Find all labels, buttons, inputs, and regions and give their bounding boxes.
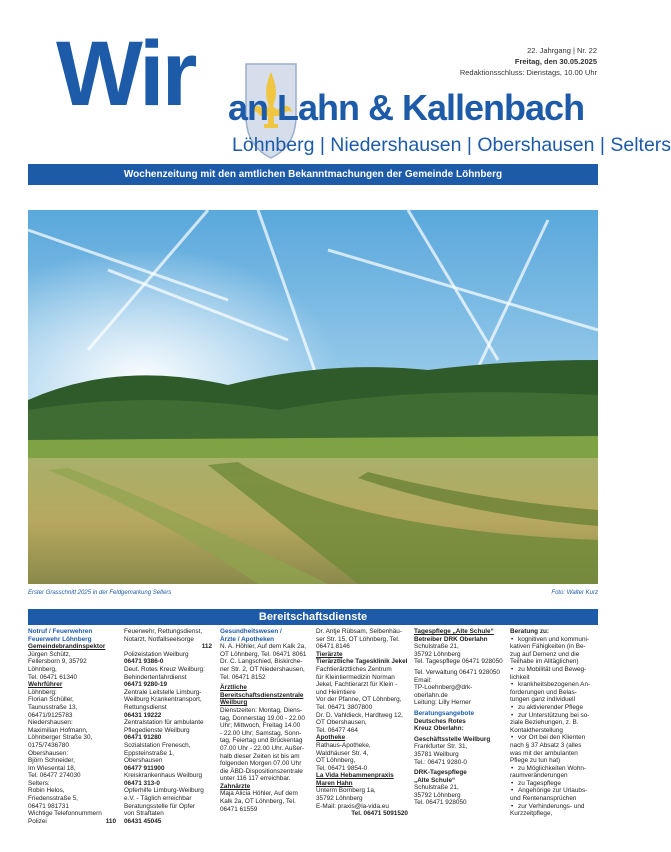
text-line: Feuerwehr, Rettungsdienst, (124, 628, 203, 635)
text-line: folgenden Morgen 07.00 Uhr (220, 760, 302, 768)
text-right: 110 (105, 817, 116, 825)
text-line: Notarzt, Notfallseelsorge (124, 635, 194, 643)
text-line: tungen ganz individuell (510, 696, 576, 704)
column-6 (510, 628, 598, 818)
text-line: Zentrale Leitstelle Limburg- (124, 688, 202, 696)
text-line: Ärzte / Apotheken (220, 635, 275, 643)
text-line: Tel. 06471 61340 (28, 673, 78, 681)
text-line: Eppsteinstraße 1, Obershausen (124, 749, 175, 765)
text-line: DRK-Tagespflege (414, 769, 467, 777)
text-line: Jekel, Fachtierarzt für Klein - (316, 681, 398, 689)
text-line: Tel. Verwaltung 06471 928050 (414, 668, 500, 676)
text-line: Dienstzeiten: Montag, Diens- (220, 706, 303, 714)
text-line: von Straftaten (124, 810, 164, 818)
text-line: Dr. C. Langschied, Biskirche- (220, 658, 303, 666)
text-line: • vor Ort bei den Klienten (510, 734, 598, 742)
text-line: Kurzzeitpflege, (510, 810, 553, 818)
text-line: Obershausen: (28, 749, 69, 757)
text-line: 06471 61559 (220, 805, 258, 813)
text-left: Polizei (28, 817, 47, 825)
text-right: 112 (201, 643, 212, 651)
column-5 (414, 628, 506, 807)
text-line: Polizeistation Weilburg (124, 650, 189, 658)
column-4 (316, 628, 408, 818)
text-line: • zu Tagespflege (510, 780, 598, 788)
text-line: 06471 9280-19 (124, 681, 167, 689)
text-line: Friedensstraße 5, (28, 795, 79, 803)
photo-credit: Foto: Walter Kurz (551, 590, 598, 596)
text-line: Tel. 06477 464 (316, 726, 358, 734)
text-line: halb dieser Zeiten ist bis am (220, 752, 300, 760)
text-line: Tel. 06477 274030 (28, 772, 81, 780)
text-line: • zur Verhinderungs- und (510, 803, 598, 811)
text-line: Niedershausen: (28, 719, 73, 727)
text-line: was mit der ambulanten (510, 749, 578, 757)
text-line: Dr. Antje Rübsam, Selbenhäu- (316, 628, 402, 635)
text-line: • zu Mobilität und Beweg- (510, 666, 598, 674)
text-line: 06477 911900 (124, 764, 165, 772)
text-line: Robin Helos, (28, 787, 65, 795)
text-line: Tel.: 06471 9280-0 (414, 758, 467, 766)
text-line: Pflegedienste Weilburg (124, 726, 190, 734)
text-line: Kreiskrankenhaus Weilburg (124, 772, 203, 780)
text-line: Ärztliche (220, 684, 247, 692)
text-line: Gemeindebrandinspektor (28, 643, 106, 651)
text-line: Zahnärzte (220, 782, 251, 790)
column-2 (124, 628, 212, 825)
text-line: 06431 45045 (124, 817, 162, 825)
text-line: Kreuz Oberlahn: (414, 725, 464, 733)
text-line: Apotheke (316, 734, 346, 742)
text-line: Weilburg (220, 699, 248, 707)
text-line: TP-Loehnberg@drk-oberlahn.de (414, 684, 473, 699)
text-line: Bereitschaftsdienstzentrale (220, 691, 304, 699)
text-line: Notruf / Feuerwehren (28, 628, 93, 635)
text-line: Tierärzte (316, 650, 343, 658)
text-line: Zentralstation für ambulante (124, 719, 204, 727)
text-line: Waldhäuser Str. 4, (316, 749, 369, 757)
issue-volume: 22. Jahrgang | Nr. 22 (527, 46, 597, 55)
text-line: Beratungsangebote (414, 709, 475, 717)
text-line: Beratung zu: (510, 628, 550, 635)
masthead-band: Wochenzeitung mit den amtlichen Bekanntmachungen der Gemeinde Löhnberg (28, 164, 598, 185)
text-line: Löhnberger Straße 30, (28, 734, 93, 742)
text-line: • krankheitsbezogenen An- (510, 681, 598, 689)
text-line: Betreiber DRK Oberlahn (414, 635, 488, 643)
text-line: 06471 91280 (124, 734, 162, 742)
text-line: Feuerwehr Löhnberg (28, 635, 92, 643)
text-line: raumveränderungen (510, 772, 568, 780)
section-title: Bereitschaftsdienste (28, 609, 598, 625)
text-line: Björn Schneider, (28, 757, 75, 765)
text-line: Vor der Pfanne, OT Löhnberg, (316, 696, 402, 704)
text-line: und Rentenansprüchen (510, 795, 577, 803)
text-line: ziale Beziehungen, z. B. (510, 719, 579, 727)
text-line: Rathaus-Apotheke, (316, 741, 371, 749)
text-line: Maximilian Hofmann, (28, 726, 88, 734)
text-line: Beratungsstelle für Opfer (124, 802, 196, 810)
text-line: für Kleintiermedizin Norman (316, 673, 395, 681)
text-line: Im Wiesental 18, (28, 764, 76, 772)
masthead (0, 0, 671, 168)
issue-meta (460, 45, 597, 78)
issue-deadline: Redaktionsschluss: Dienstags, 10.00 Uhr (459, 68, 597, 77)
text-line: Florian Schüller, (28, 696, 74, 704)
text-line: 35792 Löhnberg (316, 795, 363, 803)
text-line: Geschäftsstelle Weilburg (414, 735, 491, 743)
text-line: Gesundheitswesen / (220, 628, 282, 635)
text-line: Frankfurter Str. 31, (414, 743, 468, 751)
text-line: Selters: (28, 779, 50, 787)
duty-services (28, 628, 598, 852)
column-1 (28, 628, 116, 825)
issue-date: Freitag, den 30.05.2025 (514, 57, 597, 66)
photo-caption-text: Erster Grasschnitt 2025 in der Feldgemarkung Selters (28, 590, 172, 596)
text-line: Weilburg Krankentransport, (124, 696, 202, 704)
text-line: Sozialstation Frenesch, (124, 741, 191, 749)
text-line: 06471 8146 (316, 643, 350, 651)
text-line: Unterm Bornberg 1a, (316, 787, 376, 795)
text-line: 06471 313-0 (124, 779, 160, 787)
text-line: Behindertenfahrdienst (124, 673, 187, 681)
text-line: 35792 Löhnberg (414, 650, 461, 658)
text-line: 06471 9386-0 (124, 658, 164, 666)
text-line: tag, Donnerstag 19.00 - 22.00 (220, 714, 305, 722)
text-line: Tel. 06471 9854-0 (316, 764, 368, 772)
text-line: Tel. Tagespflege 06471 928050 (414, 658, 503, 666)
masthead-towns: Löhnberg | Niedershausen | Obershausen | Selters (232, 134, 671, 156)
text-line: Wichtige Telefonnummern (28, 810, 102, 818)
text-line: Taunusstraße 13, (28, 703, 78, 711)
text-line: Maren Hahn (316, 779, 353, 787)
text-line: Kalk 2a, OT Löhnberg, Tel. (220, 798, 296, 806)
text-line: unter 116 117 erreichbar. (220, 775, 291, 783)
text-line: Tel. 06471 928050 (414, 799, 467, 807)
text-line (28, 818, 116, 826)
text-line: Tagespflege „Alte Schule“ (414, 628, 494, 635)
text-line: Löhnberg: (28, 688, 57, 696)
text-line: Email: (414, 676, 432, 684)
text-line: Leitung: Lilly Herner (414, 699, 471, 707)
text-line: • zur Unterstützung bei so- (510, 712, 598, 720)
text-line: E-Mail: praxis@la-vida.eu (316, 802, 389, 810)
text-line: • zu Möglichkeiten Wohn- (510, 765, 598, 773)
text-line: forderungen und Belas- (510, 688, 577, 696)
text-line: • Angehörige zur Urlaubs- (510, 787, 598, 795)
text-line: Kontaktherstellung (510, 726, 563, 734)
text-line: Tel. 06471 8152 (220, 673, 266, 681)
text-line: Fachtierärztliches Zentrum (316, 665, 392, 673)
photo-caption (28, 590, 598, 596)
text-line: ner Str. 2, OT Niedershausen, (220, 665, 305, 673)
text-line: Rettungsdienst (124, 703, 167, 711)
text-line: Deutsches Rotes (414, 717, 466, 725)
text-line: ser Str. 15, OT Löhnberg, Tel. (316, 635, 400, 643)
text-line: 07.00 Uhr - 22.00 Uhr. Außer- (220, 744, 305, 752)
text-line: kativen Fähigkeiten (in Be- (510, 643, 586, 651)
text-line: und Heimtiere (316, 688, 356, 696)
text-line: lichkeit (510, 673, 530, 681)
text-line: 06471/9125783 (28, 711, 73, 719)
masthead-wir: Wir (56, 23, 195, 125)
column-3 (220, 628, 308, 813)
text-line: Fellersborn 9, 35792 Löhnberg, (28, 658, 87, 673)
text-line: Pflege zu tun hat) (510, 757, 561, 765)
text-line: Tierärztliche Tagesklinik Jekel (316, 658, 408, 666)
text-line: OT Obershausen, (316, 719, 367, 727)
text-line: e.V. - Täglich erreichbar (124, 795, 192, 803)
text-line: • zu aktivierender Pflege (510, 704, 598, 712)
text-line: La Vida Hebammenpraxis (316, 772, 394, 780)
text-line: Schulstraße 21, (414, 643, 459, 651)
text-line: • kognitiven und kommuni- (510, 636, 598, 644)
text-line: Wehrführer (28, 681, 63, 689)
text-right: Tel. 06471 5091520 (351, 810, 408, 818)
text-line: 06471 981731 (28, 802, 69, 810)
text-line: Tel. 06471 3807800 (316, 703, 373, 711)
text-line: Maja Alicia Höhler, Auf dem (220, 790, 298, 798)
text-line: Deut. Rotes Kreuz Weilburg: (124, 665, 205, 673)
text-line: 06431 19222 (124, 711, 162, 719)
text-line: Uhr; Mittwoch, Freitag 14.00 (220, 722, 301, 730)
meadow-photo (28, 210, 598, 584)
masthead-subtitle: an Lahn & Kallenbach (228, 87, 585, 128)
text-line: - 22.00 Uhr; Samstag, Sonn- (220, 729, 302, 737)
text-line: OT Löhnberg, Tel. 06471 8061 (220, 650, 307, 658)
text-line: nach § 37 Absatz 3 (alles (510, 741, 582, 749)
text-line: N. A. Höhler, Auf dem Kalk 2a, (220, 643, 306, 651)
text-line: die ÄBD-Dispositionszentrale (220, 767, 303, 775)
text-line: 0175/7436780 (28, 741, 69, 749)
text-line: zug auf Demenz und die (510, 650, 580, 658)
text-line: Teilhabe im Alltäglichen) (510, 658, 579, 666)
text-line: „Alte Schule“ (414, 776, 456, 784)
text-line: Schulstraße 21, (414, 784, 459, 792)
text-line: 35781 Weilburg (414, 750, 459, 758)
text-line: 35792 Löhnberg (414, 791, 461, 799)
text-line (316, 810, 408, 818)
text-line: Opferhilfe Limburg-Weilburg (124, 787, 204, 795)
text-line (124, 643, 212, 651)
text-line: tag, Feiertag und Brückentag (220, 737, 303, 745)
text-line: Dr. D. Vahldieck, Hardtweg 12, (316, 711, 403, 719)
text-line: Jürgen Schütz, (28, 650, 71, 658)
text-line: OT Löhnberg, (316, 757, 356, 765)
